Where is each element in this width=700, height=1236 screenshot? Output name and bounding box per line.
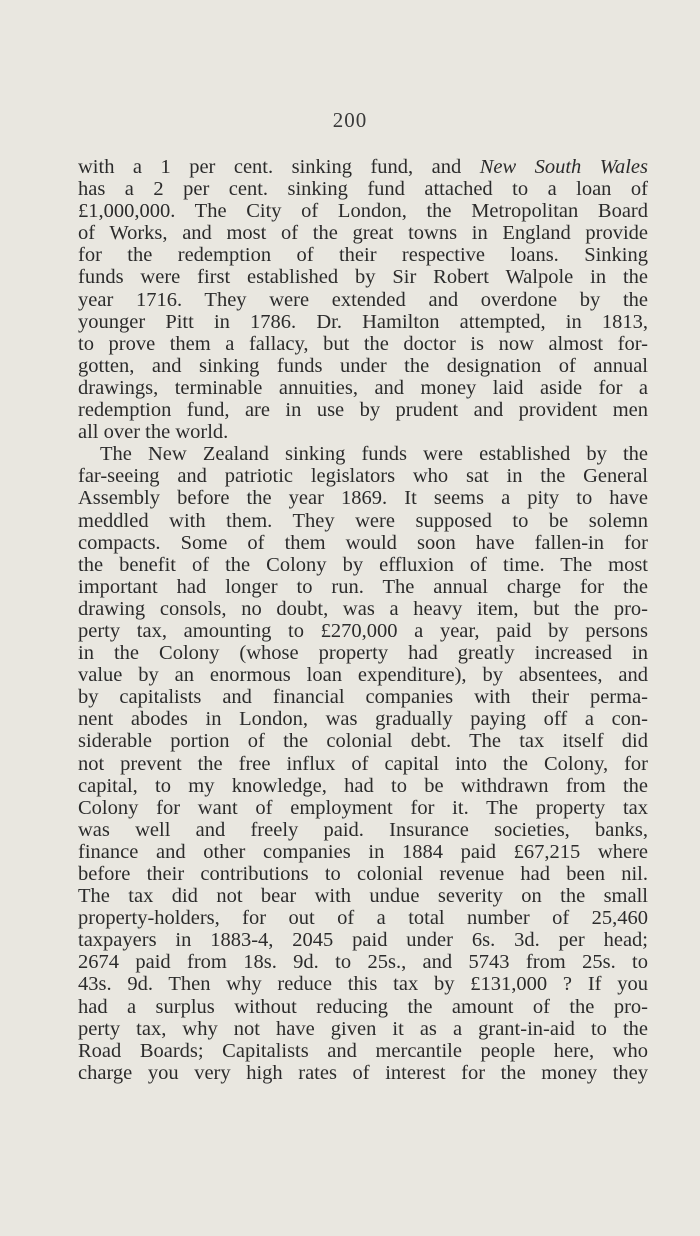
text-line: 43s. 9d. Then why reduce this tax by £131,000 ? If you	[78, 973, 648, 996]
page-number: 200	[332, 108, 368, 132]
text-line: drawing consols, no doubt, was a heavy item, but the pro-	[78, 597, 648, 620]
text-line: charge you very high rates of interest for the money they	[78, 1061, 648, 1084]
text-line: £1,000,000. The City of London, the Metropolitan Board	[78, 200, 648, 223]
text-line: had a surplus without reducing the amount of the pro-	[78, 995, 648, 1018]
text-line: Road Boards; Capitalists and mercantile people here, who	[78, 1039, 648, 1062]
text-line: redemption fund, are in use by prudent and provident men	[78, 399, 648, 422]
text-line: drawings, terminable annuities, and money laid aside for a	[78, 376, 648, 399]
text-line: of Works, and most of the great towns in England provide	[78, 222, 648, 245]
text-line: for the redemption of their respective loans. Sinking	[78, 244, 648, 267]
text-line: The New Zealand sinking funds were established by the	[100, 443, 648, 466]
text-line: perty tax, amounting to £270,000 a year, paid by persons	[78, 619, 648, 642]
text-line: not prevent the free influx of capital into the Colony, for	[78, 752, 648, 775]
text-line: perty tax, why not have given it as a grant-in-aid to the	[78, 1017, 648, 1040]
text-line: all over the world.	[78, 421, 229, 444]
text-line: meddled with them. They were supposed to be solemn	[78, 509, 648, 532]
text-line: nent abodes in London, was gradually paying off a con-	[78, 708, 648, 731]
text-line: siderable portion of the colonial debt. The tax itself did	[78, 730, 648, 753]
text-line: compacts. Some of them would soon have fallen-in for	[78, 531, 648, 554]
text-line: in the Colony (whose property had greatly increased in	[78, 642, 648, 665]
text-line: year 1716. They were extended and overdone by the	[78, 288, 648, 311]
text-line: younger Pitt in 1786. Dr. Hamilton attempted, in 1813,	[78, 310, 648, 333]
text-line: by capitalists and financial companies with their perma-	[78, 686, 648, 709]
italic-phrase: New South Wales	[479, 156, 648, 178]
text-line: finance and other companies in 1884 paid £67,215 where	[78, 840, 648, 863]
body-text	[78, 156, 648, 1084]
text-line: taxpayers in 1883-4, 2045 paid under 6s. 3d. per head;	[78, 929, 648, 952]
text-line: to prove them a fallacy, but the doctor is now almost for-	[78, 332, 648, 355]
text-line: capital, to my knowledge, had to be withdrawn from the	[78, 774, 648, 797]
text-line: The tax did not bear with undue severity on the small	[78, 885, 648, 908]
text-line: far-seeing and patriotic legislators who sat in the General	[78, 465, 648, 488]
text-line: funds were first established by Sir Robert Walpole in the	[78, 266, 648, 289]
text-line: gotten, and sinking funds under the designation of annual	[78, 354, 648, 377]
text-line: value by an enormous loan expenditure), by absentees, and	[78, 664, 648, 687]
text-line: before their contributions to colonial revenue had been nil.	[78, 863, 648, 885]
text-line: Colony for want of employment for it. The property tax	[78, 796, 648, 819]
text-line: important had longer to run. The annual charge for the	[78, 575, 648, 598]
text-line: the benefit of the Colony by effluxion of time. The most	[78, 553, 648, 576]
text-line: Assembly before the year 1869. It seems a pity to have	[78, 487, 648, 510]
text-line: was well and freely paid. Insurance societies, banks,	[78, 818, 648, 841]
text-line: 2674 paid from 18s. 9d. to 25s., and 5743 from 25s. to	[78, 951, 648, 974]
text-line: has a 2 per cent. sinking fund attached to a loan of	[78, 178, 648, 201]
text-line: property-holders, for out of a total number of 25,460	[78, 907, 648, 930]
text-line: with a 1 per cent. sinking fund, and New South Wales	[78, 156, 648, 178]
